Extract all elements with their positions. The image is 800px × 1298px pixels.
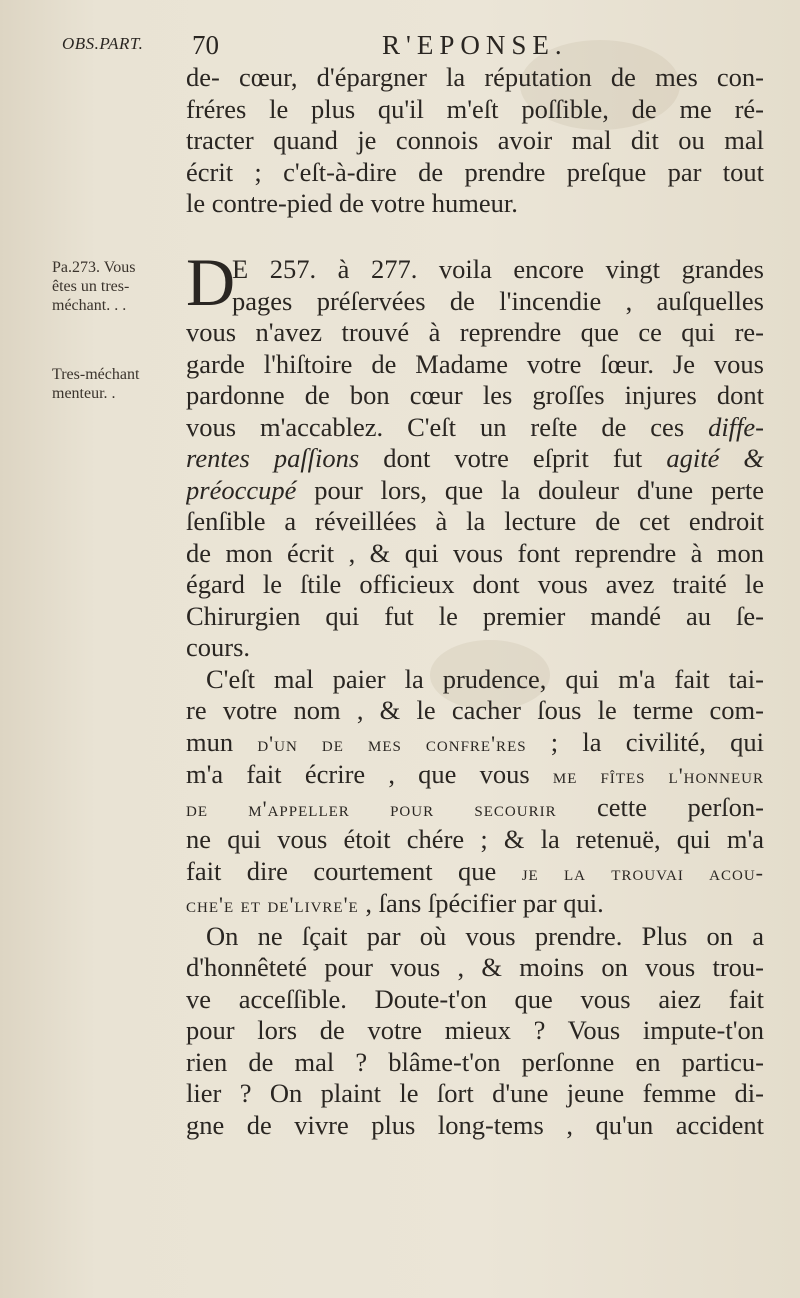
text-line: d'honnêteté pour vous , & moins on vous trou- bbox=[186, 952, 764, 982]
text-line: cours. bbox=[186, 632, 251, 662]
text-run: dont votre eſprit fut bbox=[359, 443, 667, 473]
text-line: ve acceſſible. Doute-t'on que vous aiez fait bbox=[186, 983, 764, 1014]
text-line bbox=[186, 412, 764, 444]
text-run: mun bbox=[186, 726, 258, 757]
text-line: ſenſible a réveillées à la lecture de cet endroit bbox=[186, 506, 764, 536]
text-line bbox=[186, 727, 764, 760]
text-run: ; la civilité, qui bbox=[526, 726, 764, 757]
text-line: le contre-pied de votre humeur. bbox=[186, 188, 518, 218]
smallcaps-run: che'e et de'livre'e bbox=[186, 892, 359, 917]
text-run: fait dire courtement que bbox=[186, 855, 522, 886]
text-line bbox=[186, 888, 764, 921]
text-line bbox=[186, 443, 764, 475]
paragraph-continuation bbox=[186, 62, 764, 220]
text-line: rien de mal ? blâme-t'on perſonne en particu- bbox=[186, 1046, 764, 1077]
text-line: ne qui vous étoit chére ; & la retenuë, qui m'a bbox=[186, 824, 764, 854]
text-line: On ne ſçait par où vous prendre. Plus on a bbox=[206, 920, 764, 951]
text-line: garde l'hiſtoire de Madame votre ſœur. Je vous bbox=[186, 348, 764, 379]
italic-run: préoccupé bbox=[186, 474, 297, 505]
text-line: fréres le plus qu'il m'eſt poſſible, de me ré- bbox=[186, 93, 764, 124]
text-line bbox=[186, 475, 764, 507]
text-line: vous n'avez trouvé à reprendre que ce qui re- bbox=[186, 317, 764, 347]
text-run: vous m'accablez. C'eſt un reſte de ces bbox=[186, 411, 685, 442]
margin-note-line: méchant. . . bbox=[52, 297, 127, 314]
text-line: re votre nom , & le cacher ſous le terme com- bbox=[186, 695, 764, 725]
text-run: , ſans ſpécifier par qui. bbox=[358, 888, 604, 918]
text-line: pardonne de bon cœur les groſſes injures dont bbox=[186, 380, 764, 410]
margin-note bbox=[52, 258, 182, 315]
margin-note-line: êtes un tres- bbox=[52, 278, 130, 295]
page-number: 70 bbox=[192, 30, 219, 60]
margin-note-line: Pa.273. Vous bbox=[52, 259, 136, 276]
running-head: OBS.PART. bbox=[62, 34, 144, 53]
text-line: lier ? On plaint le ſort d'une jeune femme di- bbox=[186, 1078, 764, 1108]
italic-run: rentes paſſions bbox=[186, 443, 360, 473]
text-line: égard le ſtile officieux dont vous avez traité le bbox=[186, 569, 764, 599]
text-line: de mon écrit , & qui vous font reprendre à mon bbox=[186, 537, 764, 568]
text-line bbox=[186, 856, 764, 889]
text-run: pour lors, que la douleur d'une perte bbox=[296, 474, 764, 505]
italic-run: diffe- bbox=[708, 411, 764, 442]
text-line: pages préſervées de l'incendie , auſquelles bbox=[232, 285, 764, 316]
smallcaps-run: me fîtes l'honneur bbox=[552, 763, 764, 788]
smallcaps-run: de m'appeller pour secourir bbox=[186, 795, 557, 821]
text-line: Chirurgien qui fut le premier mandé au ſe- bbox=[186, 600, 764, 631]
text-line: pour lors de votre mieux ? Vous impute-t'on bbox=[186, 1015, 764, 1045]
text-line: E 257. à 277. voila encore vingt grandes bbox=[232, 254, 764, 284]
smallcaps-run: d'un de mes confre'res bbox=[257, 730, 527, 756]
text-line: écrit ; c'eſt-à-dire de prendre preſque par tout bbox=[186, 156, 764, 187]
text-line: tracter quand je connois avoir mal dit ou mal bbox=[186, 125, 764, 155]
drop-capital: D bbox=[186, 244, 236, 320]
text-run: cette perſon- bbox=[556, 791, 764, 822]
italic-run: agité & bbox=[666, 443, 764, 473]
text-run: m'a fait écrire , que vous bbox=[186, 759, 553, 789]
margin-note-line: Tres-méchant bbox=[52, 366, 140, 383]
text-line bbox=[186, 759, 764, 792]
text-line bbox=[186, 792, 764, 825]
smallcaps-run: je la trouvai acou- bbox=[521, 859, 764, 885]
margin-note-line: menteur. . bbox=[52, 385, 116, 402]
page-title: R'EPONSE. bbox=[382, 30, 568, 60]
text-line: gne de vivre plus long-tems , qu'un accident bbox=[186, 1109, 764, 1140]
text-line: C'eſt mal paier la prudence, qui m'a fait tai- bbox=[206, 663, 764, 694]
paragraph-main bbox=[186, 244, 764, 1141]
margin-note bbox=[52, 365, 182, 403]
text-line: de- cœur, d'épargner la réputation de mes con- bbox=[186, 62, 764, 92]
